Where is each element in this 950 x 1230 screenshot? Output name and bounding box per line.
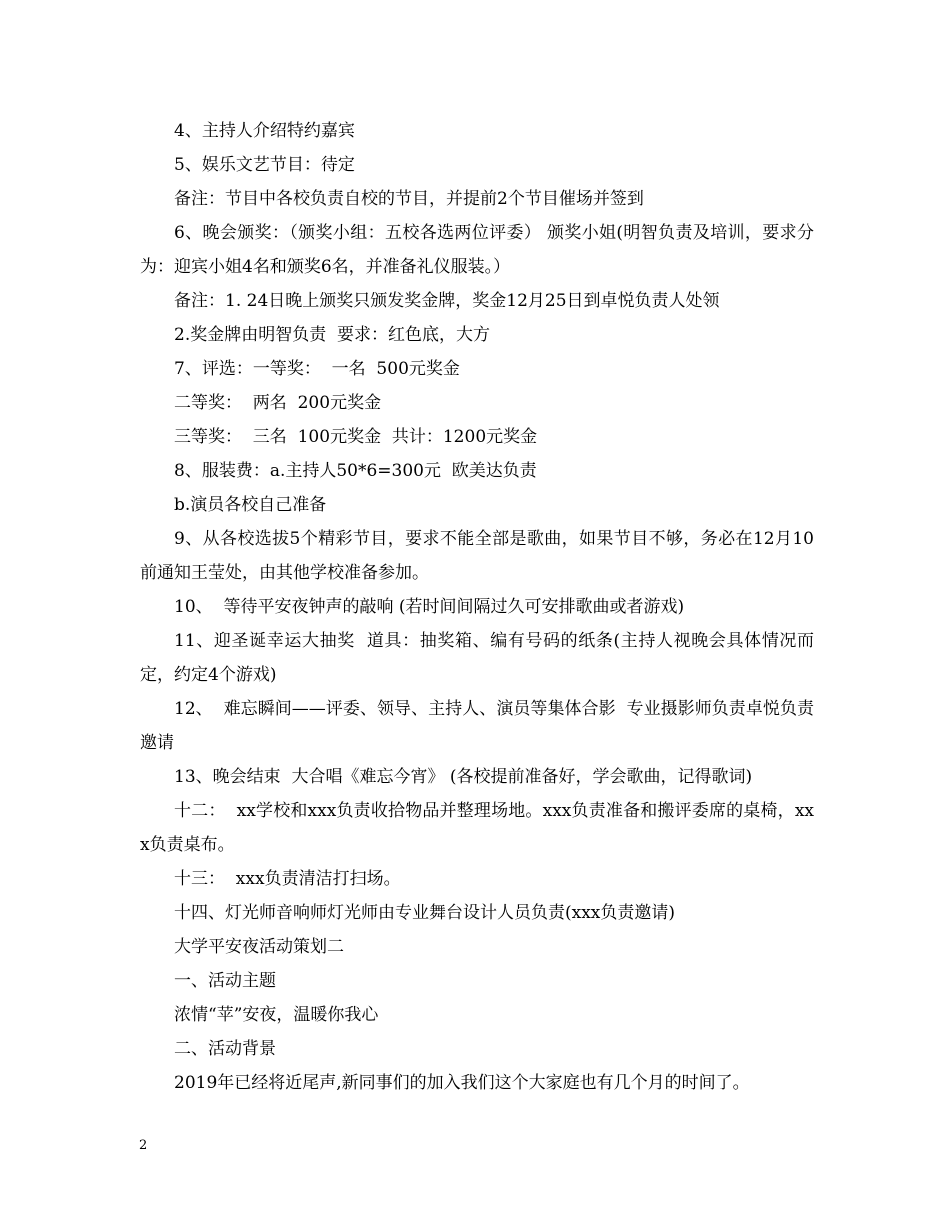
paragraph: 11、迎圣诞幸运大抽奖 道具：抽奖箱、编有号码的纸条(主持人视晚会具体情况而定，约定4个游戏) [140, 631, 814, 685]
paragraph: 一、活动主题 [174, 971, 276, 991]
document-body [140, 114, 814, 1100]
paragraph: 十四、灯光师音响师灯光师由专业舞台设计人员负责(xxx负责邀请) [174, 903, 676, 923]
paragraph: 12、 难忘瞬间——评委、领导、主持人、演员等集体合影 专业摄影师负责卓悦负责邀请 [140, 699, 814, 753]
paragraph: 十三： xxx负责清洁打扫场。 [174, 869, 401, 889]
paragraph: 二等奖： 两名 200元奖金 [174, 393, 382, 413]
paragraph: 10、 等待平安夜钟声的敲响 (若时间间隔过久可安排歌曲或者游戏) [174, 597, 685, 617]
paragraph: 浓情“苹”安夜，温暖你我心 [174, 1005, 379, 1025]
paragraph: 2019年已经将近尾声,新同事们的加入我们这个大家庭也有几个月的时间了。 [174, 1073, 750, 1093]
paragraph: 13、晚会结束 大合唱《难忘今宵》 (各校提前准备好，学会歌曲，记得歌词) [174, 767, 753, 787]
paragraph: b.演员各校自己准备 [174, 495, 327, 515]
paragraph: 6、晚会颁奖：（颁奖小组：五校各选两位评委） 颁奖小姐(明智负责及培训，要求分为：迎宾小姐4名和颁奖6名，并准备礼仪服装。） [140, 223, 814, 277]
paragraph: 7、评选：一等奖： 一名 500元奖金 [174, 359, 460, 379]
paragraph: 十二： xx学校和xxx负责收拾物品并整理场地。xxx负责准备和搬评委席的桌椅，xxx负责桌布。 [140, 801, 814, 855]
paragraph: 4、主持人介绍特约嘉宾 [174, 121, 355, 141]
paragraph: 备注：节目中各校负责自校的节目，并提前2个节目催场并签到 [174, 189, 644, 209]
paragraph: 二、活动背景 [174, 1039, 276, 1059]
paragraph: 9、从各校选拔5个精彩节目，要求不能全部是歌曲，如果节目不够，务必在12月10前通知王莹处，由其他学校准备参加。 [140, 529, 814, 583]
paragraph: 大学平安夜活动策划二 [174, 937, 344, 957]
paragraph: 备注：1. 24日晚上颁奖只颁发奖金牌，奖金12月25日到卓悦负责人处领 [174, 291, 720, 311]
paragraph: 8、服装费：a.主持人50*6=300元 欧美达负责 [174, 461, 537, 481]
paragraph: 2.奖金牌由明智负责 要求：红色底，大方 [174, 325, 491, 345]
page-number: 2 [139, 1138, 148, 1153]
paragraph: 三等奖： 三名 100元奖金 共计：1200元奖金 [174, 427, 538, 447]
paragraph: 5、娱乐文艺节目：待定 [174, 155, 355, 175]
